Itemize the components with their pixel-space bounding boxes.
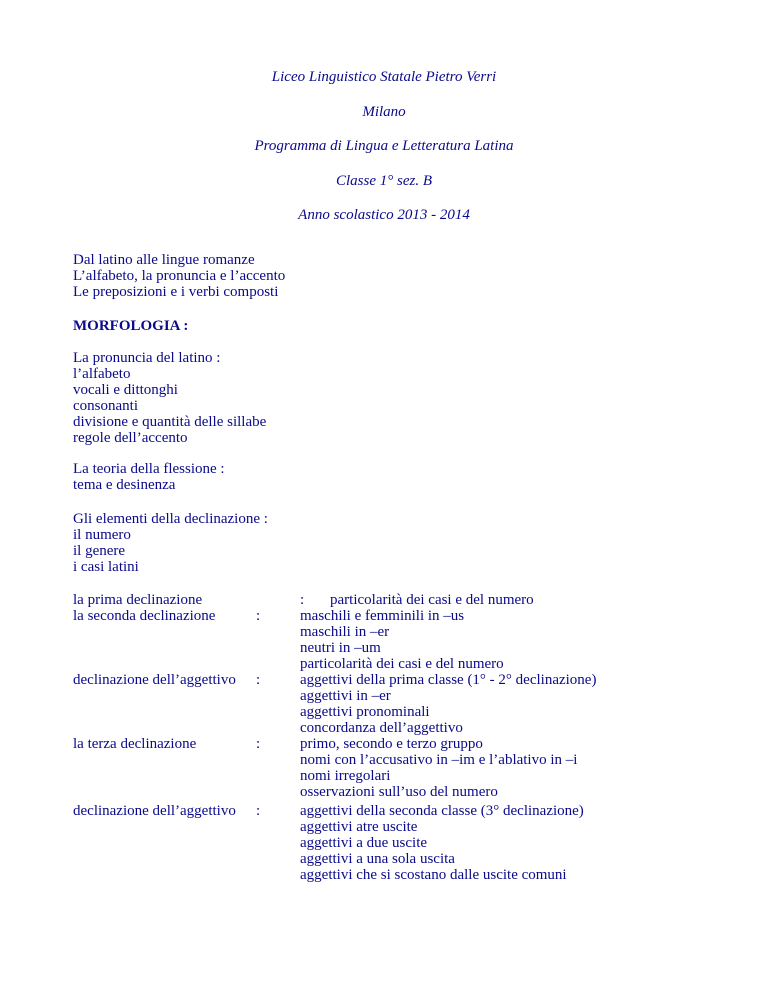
seconda-declinazione-items [300, 608, 504, 672]
aggettivo-seconda-classe-label: declinazione dell’aggettivo [73, 803, 236, 819]
prima-declinazione-item: particolarità dei casi e del numero [330, 592, 534, 608]
list-item: maschili in –er [300, 624, 390, 640]
prima-declinazione-label: la prima declinazione [73, 592, 203, 608]
list-item: aggettivi in –er [300, 688, 391, 704]
list-item: aggettivi atre uscite [300, 819, 418, 835]
terza-declinazione-label: la terza declinazione [73, 736, 197, 752]
intro-line: L’alfabeto, la pronuncia e l’accento [73, 268, 286, 284]
aggettivo-prima-classe-label: declinazione dell’aggettivo [73, 672, 236, 688]
flessione-list [73, 461, 225, 493]
list-item: maschili e femminili in –us [300, 608, 465, 624]
intro-line: Dal latino alle lingue romanze [73, 252, 255, 268]
class-name: Classe 1° sez. B [336, 173, 432, 189]
list-item: l’alfabeto [73, 366, 131, 382]
list-item: il genere [73, 543, 126, 559]
list-item: tema e desinenza [73, 477, 176, 493]
declinazione-elementi-list [73, 511, 268, 575]
list-item: regole dell’accento [73, 430, 188, 446]
list-item: neutri in –um [300, 640, 381, 656]
prima-declinazione-colon: : [300, 592, 305, 608]
intro-line: Le preposizioni e i verbi composti [73, 284, 279, 300]
list-item: osservazioni sull’uso del numero [300, 784, 498, 800]
list-item: aggettivi della seconda classe (3° declinazione) [300, 803, 584, 819]
list-item: aggettivi che si scostano dalle uscite comuni [300, 867, 567, 883]
list-item: consonanti [73, 398, 138, 414]
declinazione-elementi-title: Gli elementi della declinazione : [73, 511, 268, 527]
city-name: Milano [362, 104, 406, 120]
school-name: Liceo Linguistico Statale Pietro Verri [271, 69, 497, 85]
list-item: aggettivi a due uscite [300, 835, 428, 851]
list-item: vocali e dittonghi [73, 382, 178, 398]
list-item: concordanza dell’aggettivo [300, 720, 463, 736]
program-title: Programma di Lingua e Letteratura Latina [254, 138, 514, 154]
list-item: il numero [73, 527, 131, 543]
aggettivo-seconda-classe-items [300, 803, 584, 883]
seconda-declinazione-label: la seconda declinazione [73, 608, 216, 624]
seconda-declinazione-colon: : [256, 608, 261, 624]
terza-declinazione-colon: : [256, 736, 261, 752]
list-item: aggettivi pronominali [300, 704, 430, 720]
pronuncia-list [73, 350, 266, 446]
list-item: nomi irregolari [300, 768, 391, 784]
terza-declinazione-items [300, 736, 577, 800]
pronuncia-title: La pronuncia del latino : [73, 350, 221, 366]
list-item: particolarità dei casi e del numero [300, 656, 504, 672]
list-item: nomi con l’accusativo in –im e l’ablativo in –i [300, 752, 578, 768]
school-year: Anno scolastico 2013 - 2014 [298, 207, 470, 223]
aggettivo-seconda-classe-colon: : [256, 803, 261, 819]
aggettivo-prima-classe-colon: : [256, 672, 261, 688]
list-item: aggettivi a una sola uscita [300, 851, 455, 867]
aggettivo-prima-classe-items [300, 672, 596, 736]
list-item: i casi latini [73, 559, 139, 575]
intro-list [73, 252, 285, 300]
list-item: aggettivi della prima classe (1° - 2° declinazione) [300, 672, 597, 688]
morfologia-heading: MORFOLOGIA : [73, 318, 189, 334]
list-item: primo, secondo e terzo gruppo [300, 736, 483, 752]
flessione-title: La teoria della flessione : [73, 461, 225, 477]
list-item: divisione e quantità delle sillabe [73, 414, 267, 430]
